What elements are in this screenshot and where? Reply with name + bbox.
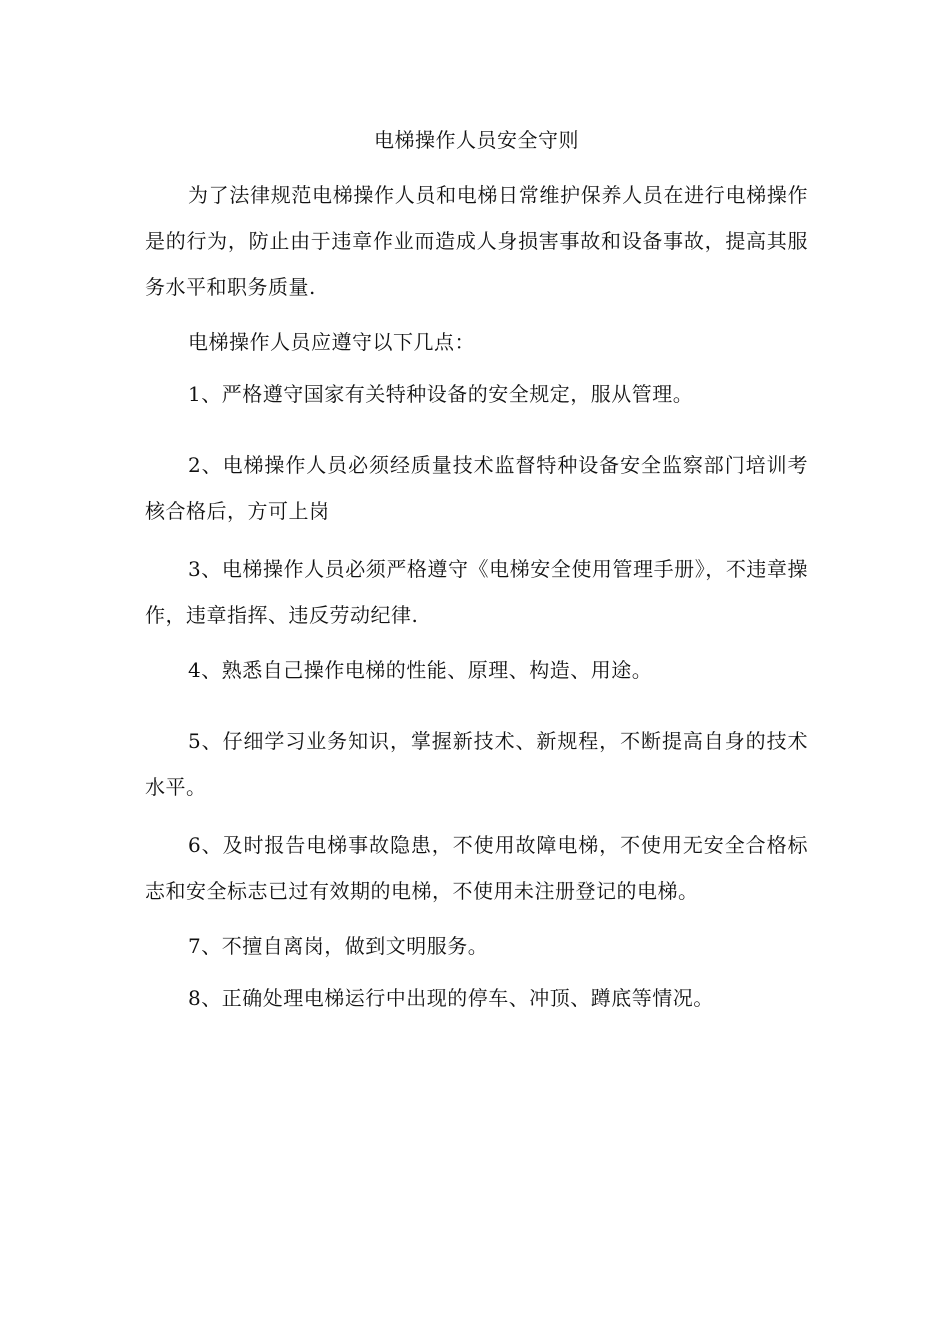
rule-item-1: 1、严格遵守国家有关特种设备的安全规定，服从管理。 bbox=[188, 382, 694, 406]
intro-paragraph: 为了法律规范电梯操作人员和电梯日常维护保养人员在进行电梯操作是的行为，防止由于违章作业而造成人身损害事故和设备事故，提高其服务水平和职务质量. bbox=[145, 183, 808, 299]
rule-item-5: 5、仔细学习业务知识，掌握新技术、新规程，不断提高自身的技术水平。 bbox=[145, 729, 808, 799]
document-body bbox=[145, 120, 808, 1030]
rule-item-8: 8、正确处理电梯运行中出现的停车、冲顶、蹲底等情况。 bbox=[188, 986, 714, 1010]
lead-paragraph: 电梯操作人员应遵守以下几点： bbox=[188, 330, 475, 354]
rule-item-7: 7、不擅自离岗，做到文明服务。 bbox=[188, 934, 489, 958]
rule-item-6: 6、及时报告电梯事故隐患，不使用故障电梯，不使用无安全合格标志和安全标志已过有效期的电梯，不使用未注册登记的电梯。 bbox=[145, 833, 808, 903]
rule-item-4: 4、熟悉自己操作电梯的性能、原理、构造、用途。 bbox=[188, 658, 653, 682]
rule-item-3: 3、电梯操作人员必须严格遵守《电梯安全使用管理手册》，不违章操作，违章指挥、违反劳动纪律. bbox=[145, 557, 808, 627]
document-title: 电梯操作人员安全守则 bbox=[374, 128, 579, 152]
rule-item-2: 2、电梯操作人员必须经质量技术监督特种设备安全监察部门培训考核合格后，方可上岗 bbox=[145, 453, 808, 523]
